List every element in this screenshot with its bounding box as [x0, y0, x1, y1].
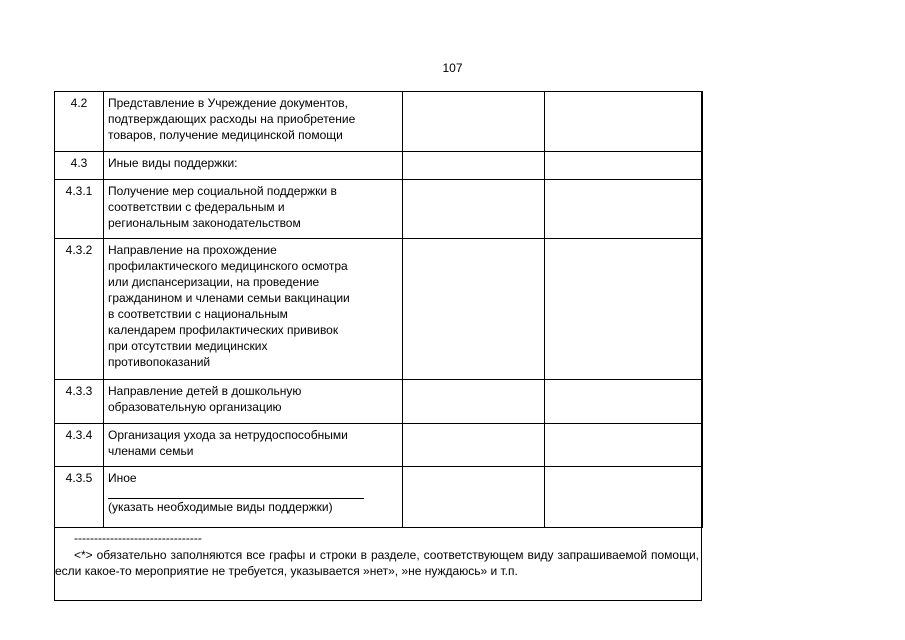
empty-cell	[545, 180, 703, 239]
fill-in-line	[108, 486, 364, 499]
empty-cell	[545, 467, 703, 528]
table-row	[55, 380, 703, 424]
row-description: Направление на прохождение профилактического медицинского осмотра или диспансеризации, на проведение гражданином и членами семьи вакцинации в соответствии с национальным календарем профилактических прививок при отсутствии медицинских противопоказаний	[104, 239, 403, 380]
row-note: (указать необходимые виды поддержки)	[108, 500, 333, 514]
empty-cell	[545, 92, 703, 152]
empty-cell	[403, 180, 545, 239]
page-number: 107	[442, 61, 463, 75]
table-row	[55, 239, 703, 380]
empty-cell	[545, 380, 703, 424]
empty-cell	[403, 467, 545, 528]
footnote-text: <*> обязательно заполняются все графы и строки в разделе, соответствующем виду запрашиваемой помощи, если какое-то мероприятие не требуется, указывается »нет», »не нуждаюсь» и т.п.	[55, 548, 699, 578]
row-number: 4.3	[55, 152, 104, 180]
row-number: 4.3.2	[55, 239, 104, 380]
table-row	[55, 424, 703, 467]
empty-cell	[545, 424, 703, 467]
footnote-separator: --------------------------------	[74, 531, 202, 545]
row-number: 4.3.4	[55, 424, 104, 467]
table-row	[55, 180, 703, 239]
row-description: Получение мер социальной поддержки в соответствии с федеральным и региональным законодательством	[104, 180, 403, 239]
empty-cell	[403, 380, 545, 424]
empty-cell	[403, 239, 545, 380]
empty-cell	[403, 152, 545, 180]
row-number: 4.3.1	[55, 180, 104, 239]
row-number: 4.2	[55, 92, 104, 152]
row-description: Направление детей в дошкольную образовательную организацию	[104, 380, 403, 424]
table-row	[55, 152, 703, 180]
row-description	[104, 467, 403, 528]
empty-cell	[403, 424, 545, 467]
empty-cell	[403, 92, 545, 152]
row-number: 4.3.3	[55, 380, 104, 424]
support-measures-table	[54, 91, 703, 528]
row-label: Иное	[108, 471, 137, 485]
row-description: Иные виды поддержки:	[104, 152, 403, 180]
empty-cell	[545, 152, 703, 180]
row-number: 4.3.5	[55, 467, 104, 528]
empty-cell	[545, 239, 703, 380]
row-description: Представление в Учреждение документов, подтверждающих расходы на приобретение товаров, получение медицинской помощи	[104, 92, 403, 152]
table-row	[55, 92, 703, 152]
row-description: Организация ухода за нетрудоспособными членами семьи	[104, 424, 403, 467]
table-row	[55, 467, 703, 528]
